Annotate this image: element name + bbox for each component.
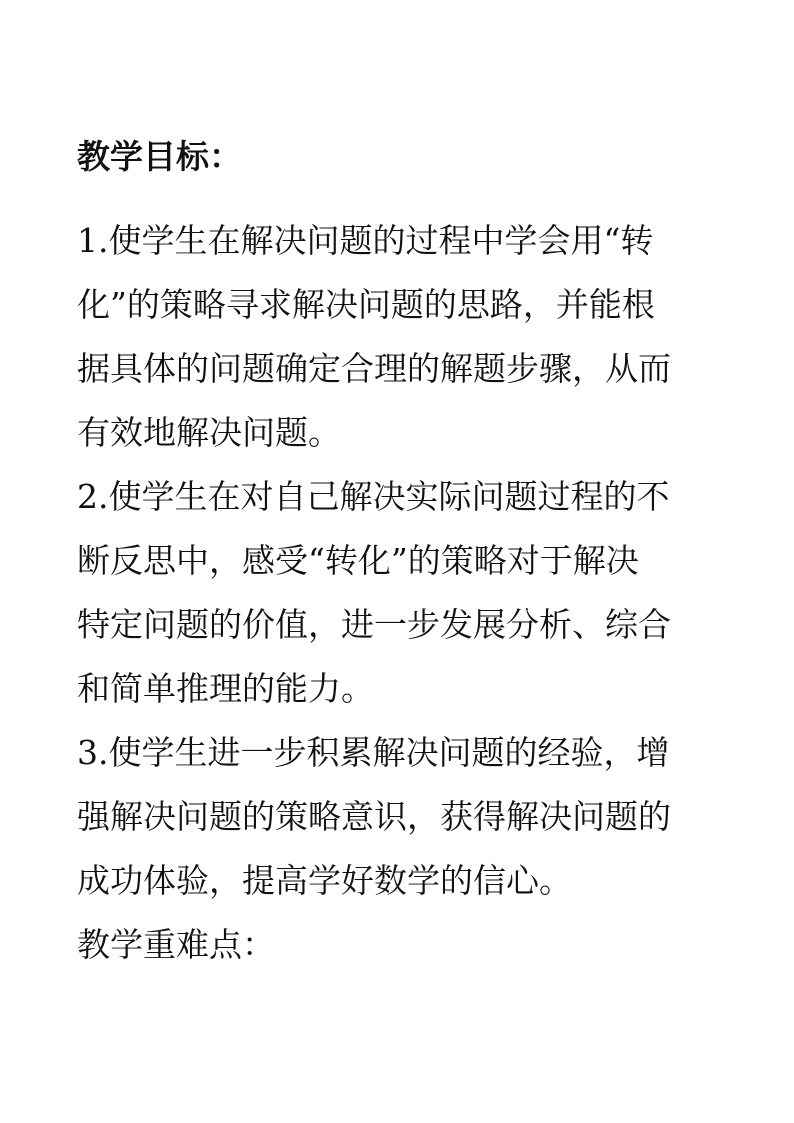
objective-3-line-2: 强解决问题的策略意识，获得解决问题的 (77, 797, 671, 836)
objective-3 (77, 721, 717, 913)
objective-3-line-1: 3.使学生进一步积累解决问题的经验，增 (77, 733, 670, 772)
objective-1-line-4: 有效地解决问题。 (77, 413, 341, 452)
objective-1 (77, 209, 717, 465)
heading-teaching-objectives: 教学目标： (77, 137, 242, 176)
heading-key-difficult-points: 教学重难点： (77, 925, 275, 964)
objective-2-line-1: 2.使学生在对自己解决实际问题过程的不 (77, 477, 670, 516)
objective-3-line-3: 成功体验，提高学好数学的信心。 (77, 861, 572, 900)
objective-1-line-2: 化”的策略寻求解决问题的思路，并能根 (77, 285, 655, 324)
objective-2-line-2: 断反思中，感受“转化”的策略对于解决 (77, 541, 639, 580)
document-body (77, 125, 717, 977)
objective-2-line-3: 特定问题的价值，进一步发展分析、综合 (77, 605, 671, 644)
objective-1-line-1: 1.使学生在解决问题的过程中学会用“转 (77, 221, 654, 260)
objective-2-line-4: 和简单推理的能力。 (77, 669, 374, 708)
objective-2 (77, 465, 717, 721)
objective-1-line-3: 据具体的问题确定合理的解题步骤，从而 (77, 349, 671, 388)
